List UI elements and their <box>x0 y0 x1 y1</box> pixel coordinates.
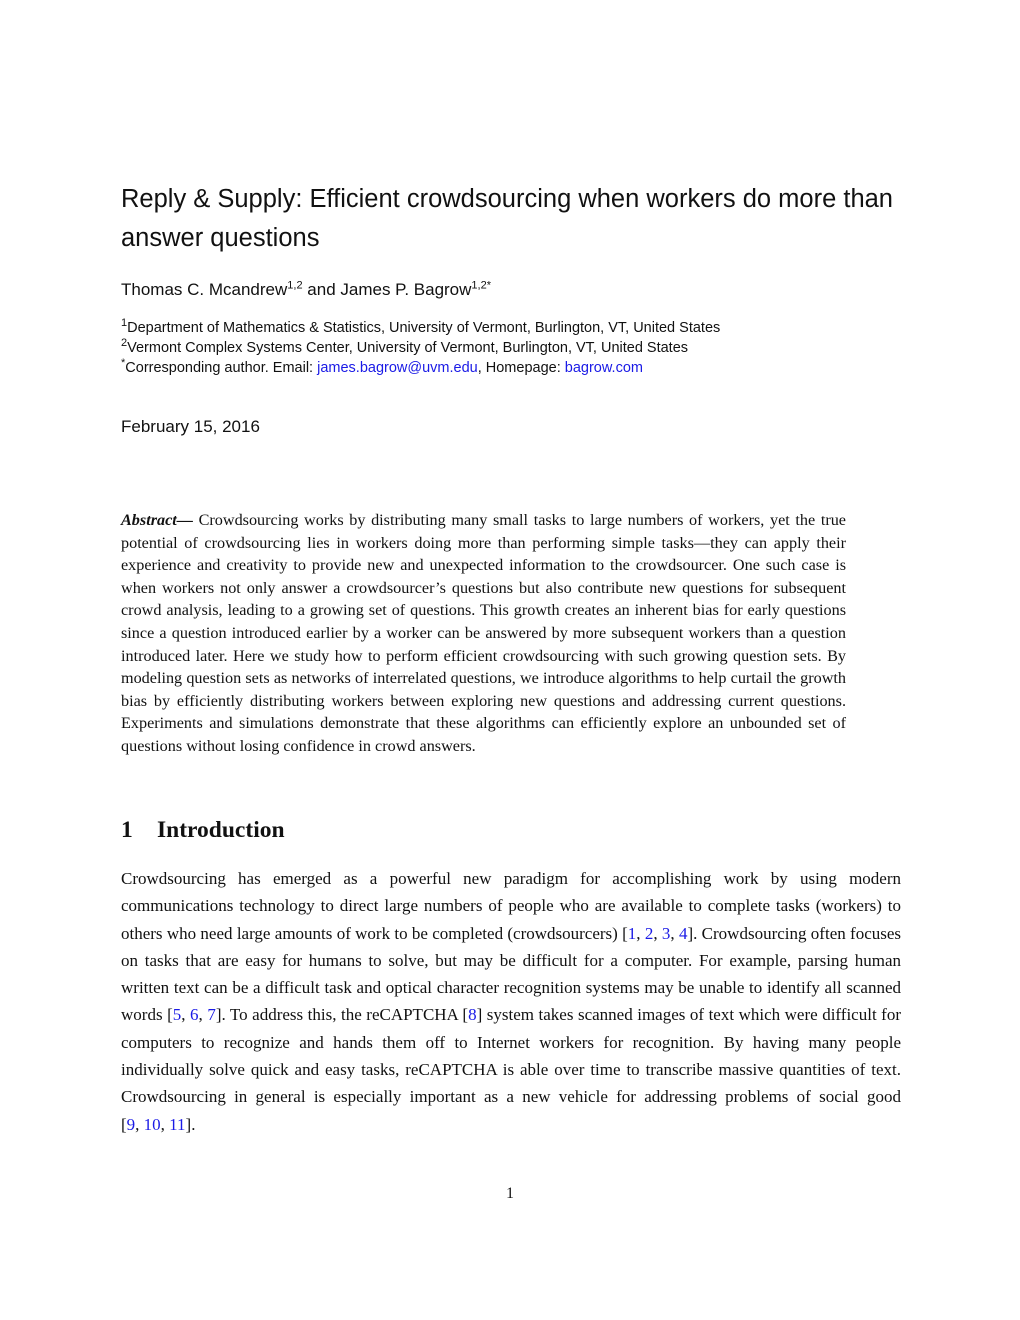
publication-date: February 15, 2016 <box>121 417 260 436</box>
author-list <box>121 279 491 301</box>
citation-link[interactable]: 1 <box>627 923 637 943</box>
citation-separator: , <box>198 1005 208 1025</box>
citation-link[interactable]: 7 <box>207 1005 216 1025</box>
citation-separator: , <box>181 1005 191 1025</box>
affiliation-marker: 1 <box>121 317 128 330</box>
citation-link[interactable]: 10 <box>143 1114 161 1134</box>
intro-text: ] system takes scanned images of text which were difficult for computers to recognize and hands them off to Internet workers for recognition. By having many people individually solve quick and easy tasks, reCAPTCHA is able over time to transcribe massive quantities of text. Crowdsourcing in general is especially important as a new vehicle for addressing problems of social good [ <box>121 1005 902 1134</box>
affiliation-line <box>121 318 720 338</box>
affiliation-text: Department of Mathematics & Statistics, University of Vermont, Burlington, VT, United States <box>127 320 721 336</box>
abstract-label: Abstract— <box>121 511 193 529</box>
affiliation-line <box>121 338 720 358</box>
paper-title: Reply & Supply: Efficient crowdsourcing when workers do more than answer questions <box>121 185 893 252</box>
email-link[interactable]: james.bagrow@uvm.edu <box>317 360 478 376</box>
homepage-link[interactable]: bagrow.com <box>564 360 643 376</box>
affiliations <box>121 318 720 378</box>
citation-link[interactable]: 6 <box>190 1005 199 1025</box>
citation-link[interactable]: 5 <box>172 1005 182 1025</box>
citation-separator: , <box>653 923 662 943</box>
citation-link[interactable]: 9 <box>126 1114 136 1134</box>
citation-link[interactable]: 2 <box>644 923 654 943</box>
section-number: 1 <box>121 817 133 843</box>
corresponding-marker: * <box>121 357 126 370</box>
citation-link[interactable]: 8 <box>468 1005 477 1025</box>
citation-link[interactable]: 3 <box>661 923 671 943</box>
affiliation-marker: 1,2* <box>471 279 491 292</box>
citation-separator: , <box>670 923 679 943</box>
corresponding-author-line <box>121 358 720 378</box>
author-conjunction: and <box>302 280 341 299</box>
corresponding-prefix: Corresponding author. Email: <box>125 360 318 376</box>
intro-text: ]. <box>185 1114 196 1134</box>
citation-link[interactable]: 11 <box>169 1114 186 1134</box>
intro-text: ]. Crowdsourcing often focuses on tasks that are easy for humans to solve, but may be difficult for a computer. For example, parsing human written text can be a difficult task and optical character recognition systems may be unable to identify all scanned words [ <box>121 923 902 1025</box>
section-heading <box>121 815 285 845</box>
author-name: Thomas C. Mcandrew <box>121 280 288 299</box>
intro-text: Crowdsourcing has emerged as a powerful new paradigm for accomplishing work by using modern communications technology to direct large numbers of people who are available to complete tasks (workers) to others who need large amounts of work to be completed (crowdsourcers) [ <box>121 869 901 943</box>
abstract-text: Crowdsourcing works by distributing many small tasks to large numbers of workers, yet the true potential of crowdsourcing lies in workers doing more than performing simple tasks—they can apply their experience and creativity to provide new and unexpected information to the crowdsourcer. One such case is when workers not only answer a crowdsourcer’s questions but also contribute new questions for subsequent crowd analysis, leading to a growing set of questions. This growth creates an inherent bias for early questions since a question introduced earlier by a worker can be answered by more subsequent workers than a question introduced later. Here we study how to perform efficient crowdsourcing with such growing question sets. By modeling question sets as networks of interrelated questions, we introduce algorithms to help curtail the growth bias by efficiently distributing workers between exploring new questions and addressing current questions. Experiments and simulations demonstrate that these algorithms can efficiently explore an unbounded set of questions without losing confidence in crowd answers. <box>121 511 846 755</box>
intro-paragraph <box>121 865 901 1138</box>
section-title: Introduction <box>157 817 285 843</box>
author-name: James P. Bagrow <box>340 280 472 299</box>
page-number: 1 <box>506 1185 514 1202</box>
citation-separator: , <box>160 1114 170 1134</box>
abstract <box>121 509 846 758</box>
citation-link[interactable]: 4 <box>678 923 688 943</box>
intro-text: ]. To address this, the reCAPTCHA [ <box>215 1005 469 1025</box>
citation-separator: , <box>636 923 645 943</box>
affiliation-marker: 2 <box>121 337 128 350</box>
citation-separator: , <box>135 1114 144 1134</box>
affiliation-marker: 1,2 <box>287 279 303 292</box>
affiliation-text: Vermont Complex Systems Center, University of Vermont, Burlington, VT, United States <box>127 340 689 356</box>
homepage-prefix: , Homepage: <box>477 360 565 376</box>
